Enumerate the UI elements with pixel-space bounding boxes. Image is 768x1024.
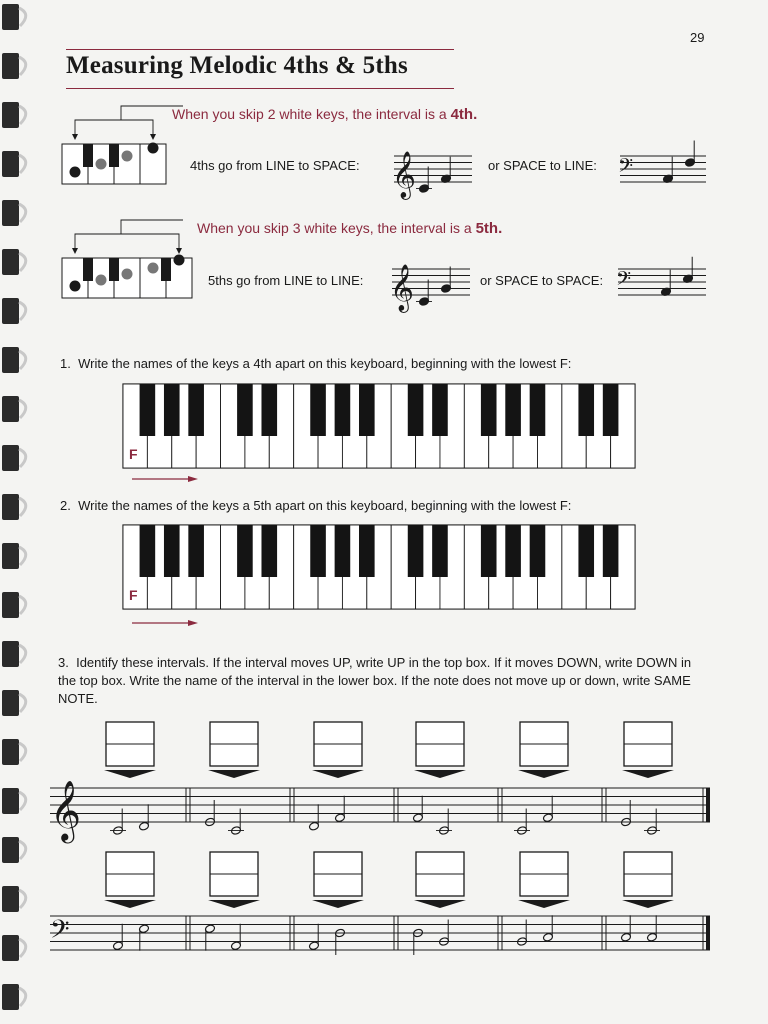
black-key[interactable] (505, 525, 521, 577)
spiral-ring (19, 351, 26, 369)
spiral-hole (2, 641, 19, 667)
black-key[interactable] (359, 525, 375, 577)
exercise-1-number: 1. (60, 356, 71, 371)
exercise-1-text: Write the names of the keys a 4th apart on this keyboard, beginning with the lowest F: (78, 356, 572, 371)
black-key[interactable] (530, 525, 546, 577)
fifth-callout (197, 220, 502, 237)
black-key[interactable] (261, 525, 277, 577)
black-key[interactable] (359, 384, 375, 436)
spiral-hole (2, 592, 19, 618)
black-key[interactable] (310, 525, 326, 577)
answer-box-frame-pointer (414, 770, 466, 778)
black-key[interactable] (505, 384, 521, 436)
spiral-ring (19, 204, 26, 222)
fifth-diagram-key-marker (96, 275, 107, 286)
spiral-hole (2, 837, 19, 863)
answer-box-frame-pointer (208, 770, 260, 778)
page-title: Measuring Melodic 4ths & 5ths (66, 52, 408, 79)
spiral-hole (2, 298, 19, 324)
answer-box[interactable] (104, 852, 156, 908)
fifth-diagram-arrow-down-icon (176, 248, 182, 254)
fifth-bass-staff-example (614, 253, 708, 313)
page-number: 29 (690, 30, 705, 45)
answer-box[interactable] (104, 722, 156, 778)
answer-box[interactable] (622, 722, 674, 778)
fourth-diagram-key-marker (122, 151, 133, 162)
spiral-hole (2, 494, 19, 520)
spiral-binding-icon (0, 0, 42, 1024)
fifth-diagram-black-key (109, 258, 119, 281)
spiral-ring (19, 498, 26, 516)
exercise-1-keyboard[interactable] (122, 383, 636, 469)
fourth-diagram-black-key (109, 144, 119, 167)
spiral-ring (19, 8, 26, 26)
exercise-1-arrow-right-icon (132, 474, 202, 484)
spiral-ring (19, 743, 26, 761)
fifth-diagram-key-marker (70, 281, 81, 292)
treble-clef-icon: 𝄞 (50, 780, 82, 841)
fourth-diagram-bracket (75, 120, 153, 138)
answer-box[interactable] (312, 852, 364, 908)
spiral-hole (2, 53, 19, 79)
title-rule-top (66, 49, 454, 50)
title-rule-bottom (66, 88, 454, 89)
spiral-hole (2, 935, 19, 961)
black-key[interactable] (408, 384, 424, 436)
fifth-diagram-arrow-down-icon (72, 248, 78, 254)
spiral-ring (19, 155, 26, 173)
exercise-2-number: 2. (60, 498, 71, 513)
exercise-1-prompt (60, 355, 571, 373)
fifth-diagram-leader (121, 220, 183, 234)
spiral-hole (2, 984, 19, 1010)
fifth-space-to-space-label: or SPACE to SPACE: (480, 273, 604, 288)
answer-box[interactable] (622, 852, 674, 908)
spiral-ring (19, 694, 26, 712)
fifth-diagram-key-marker (148, 263, 159, 274)
answer-box[interactable] (312, 722, 364, 778)
exercise-2-start-key-label: F (129, 587, 138, 603)
fourth-diagram-leader (121, 106, 183, 120)
black-key[interactable] (578, 384, 594, 436)
bass-clef-icon: 𝄢 (618, 154, 634, 183)
answer-box-frame-pointer (414, 900, 466, 908)
answer-box[interactable] (414, 722, 466, 778)
fifth-diagram-black-key (83, 258, 93, 281)
answer-box-frame-pointer (104, 900, 156, 908)
fourth-diagram-key-marker (96, 159, 107, 170)
spiral-ring (19, 645, 26, 663)
black-key[interactable] (432, 525, 448, 577)
fourth-diagram-key-marker (70, 167, 81, 178)
fourth-diagram-key-marker (148, 143, 159, 154)
spiral-hole (2, 102, 19, 128)
spiral-ring (19, 792, 26, 810)
black-key[interactable] (481, 384, 497, 436)
final-bar-thick (706, 788, 710, 822)
spiral-hole (2, 347, 19, 373)
answer-box-frame-pointer (312, 900, 364, 908)
black-key[interactable] (335, 384, 351, 436)
fifth-diagram-key-marker (174, 255, 185, 266)
exercise-1-start-key-label: F (129, 446, 138, 462)
exercise-2-arrow-right-icon (132, 618, 202, 628)
exercise-2-keyboard[interactable] (122, 524, 636, 610)
spiral-ring (19, 547, 26, 565)
exercise-2-prompt (60, 497, 571, 515)
fifth-diagram-bracket (75, 234, 179, 252)
black-key[interactable] (408, 525, 424, 577)
fourth-diagram-black-key (83, 144, 93, 167)
exercise-2-text: Write the names of the keys a 5th apart on this keyboard, beginning with the lowest F: (78, 498, 572, 513)
treble-clef-icon: 𝄞 (392, 151, 416, 198)
bass-clef-icon: 𝄢 (616, 267, 632, 296)
black-key[interactable] (530, 384, 546, 436)
answer-box[interactable] (518, 852, 570, 908)
black-key[interactable] (164, 525, 180, 577)
answer-box-frame-pointer (622, 770, 674, 778)
exercise-3-bass-row[interactable] (48, 848, 712, 951)
fourth-diagram-arrow-down-icon (150, 134, 156, 140)
black-key[interactable] (188, 525, 204, 577)
black-key[interactable] (310, 384, 326, 436)
black-key[interactable] (432, 384, 448, 436)
spiral-ring (19, 400, 26, 418)
spiral-ring (19, 302, 26, 320)
fifth-callout-text: When you skip 3 white keys, the interval is a (197, 220, 476, 236)
fifth-mini-keyboard (60, 218, 205, 308)
fifth-diagram-black-key (161, 258, 171, 281)
exercise-3-number: 3. (58, 655, 69, 670)
answer-box-frame-pointer (622, 900, 674, 908)
fifth-interval-name: 5th. (475, 220, 503, 237)
spiral-hole (2, 445, 19, 471)
fourth-diagram-arrow-down-icon (72, 134, 78, 140)
spiral-ring (19, 57, 26, 75)
black-key[interactable] (481, 525, 497, 577)
fifth-diagram-key-marker (122, 269, 133, 280)
fourth-callout (172, 106, 477, 123)
spiral-ring (19, 988, 26, 1006)
answer-box-frame-pointer (312, 770, 364, 778)
spiral-ring (19, 253, 26, 271)
spiral-hole (2, 788, 19, 814)
answer-box-frame-pointer (208, 900, 260, 908)
spiral-hole (2, 690, 19, 716)
fourth-bass-staff-example (616, 140, 708, 200)
spiral-hole (2, 4, 19, 30)
final-bar-thick (706, 916, 710, 950)
black-key[interactable] (237, 384, 253, 436)
spiral-hole (2, 543, 19, 569)
spiral-ring (19, 841, 26, 859)
black-key[interactable] (237, 525, 253, 577)
spiral-ring (19, 939, 26, 957)
bass-clef-icon: 𝄢 (50, 915, 70, 951)
answer-box[interactable] (518, 722, 570, 778)
black-key[interactable] (140, 525, 156, 577)
black-key[interactable] (603, 384, 619, 436)
fifth-treble-staff-example (384, 253, 472, 313)
spiral-hole (2, 151, 19, 177)
black-key[interactable] (164, 384, 180, 436)
exercise-3-prompt (58, 654, 708, 708)
exercise-3-treble-row[interactable] (48, 718, 712, 841)
black-key[interactable] (578, 525, 594, 577)
spiral-ring (19, 449, 26, 467)
fourth-treble-staff-example (388, 140, 473, 200)
black-key[interactable] (335, 525, 351, 577)
fourth-interval-name: 4th. (450, 106, 478, 123)
spiral-hole (2, 249, 19, 275)
exercise-3-text: Identify these intervals. If the interval moves UP, write UP in the top box. If it moves DOWN, write DOWN in the top box. Write the name of the interval in the lower box. If the note does not move up or down, write SAME NOTE. (58, 655, 692, 706)
spiral-hole (2, 396, 19, 422)
answer-box[interactable] (208, 852, 260, 908)
black-key[interactable] (261, 384, 277, 436)
answer-box[interactable] (208, 722, 260, 778)
black-key[interactable] (603, 525, 619, 577)
spiral-hole (2, 739, 19, 765)
fourth-line-to-space-label: 4ths go from LINE to SPACE: (190, 158, 360, 173)
treble-clef-icon: 𝄞 (390, 264, 414, 311)
answer-box-frame-pointer (104, 770, 156, 778)
fourth-mini-keyboard (60, 104, 180, 194)
fifth-line-to-line-label: 5ths go from LINE to LINE: (208, 273, 364, 288)
fourth-space-to-line-label: or SPACE to LINE: (488, 158, 597, 173)
answer-box-frame-pointer (518, 770, 570, 778)
answer-box[interactable] (414, 852, 466, 908)
spiral-ring (19, 106, 26, 124)
spiral-hole (2, 886, 19, 912)
fourth-callout-text: When you skip 2 white keys, the interval is a (172, 106, 451, 122)
spiral-hole (2, 200, 19, 226)
spiral-ring (19, 890, 26, 908)
spiral-ring (19, 596, 26, 614)
answer-box-frame-pointer (518, 900, 570, 908)
black-key[interactable] (188, 384, 204, 436)
black-key[interactable] (140, 384, 156, 436)
